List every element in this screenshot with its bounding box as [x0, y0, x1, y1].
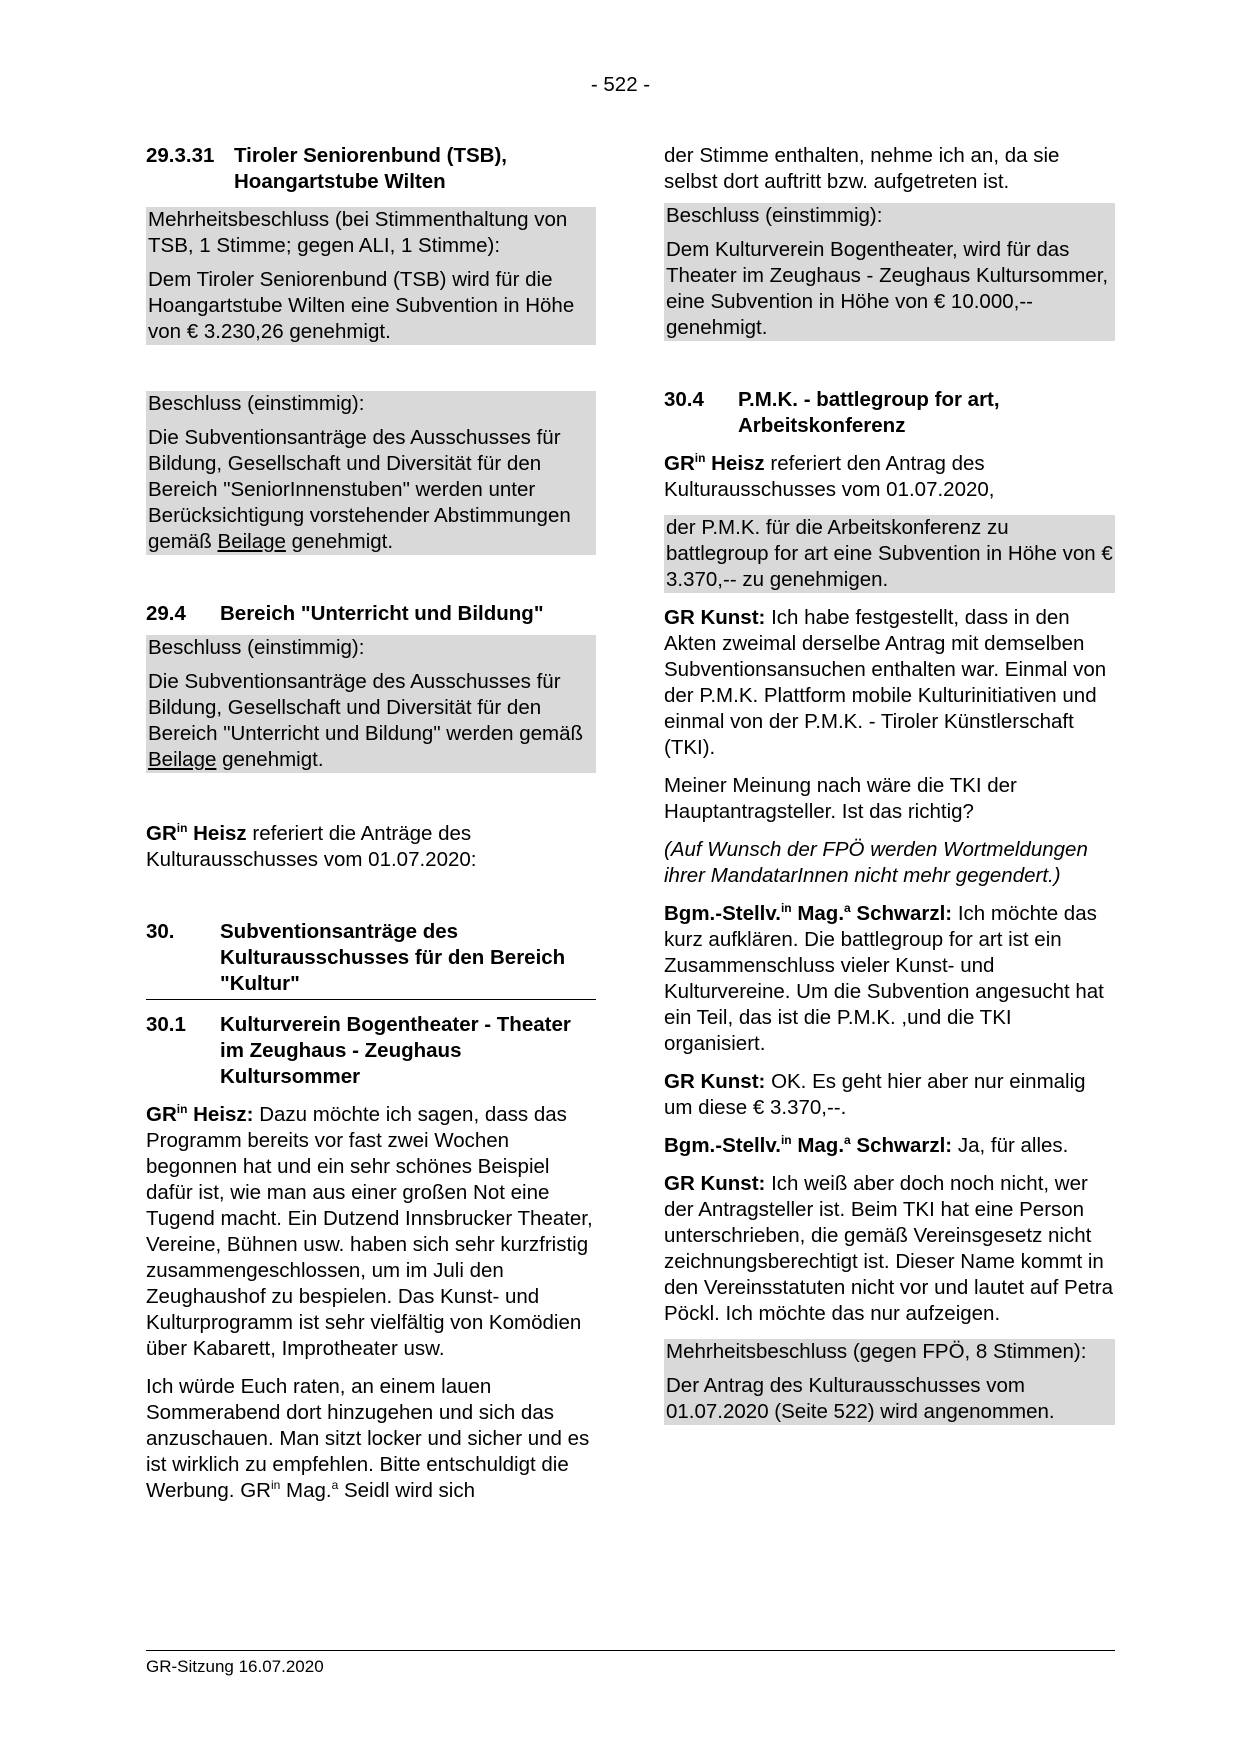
- section-number: 30.1: [146, 1013, 186, 1036]
- footer-text: GR-Sitzung 16.07.2020: [146, 1657, 324, 1676]
- decision-block-5: [664, 1339, 1115, 1425]
- beilage-link[interactable]: Beilage: [217, 530, 286, 553]
- decision-head: Beschluss (einstimmig):: [666, 204, 883, 227]
- footer-divider: [146, 1650, 1115, 1651]
- heading-30-4: [664, 387, 1115, 439]
- section-number: 29.3.31: [146, 144, 215, 167]
- beilage-link[interactable]: Beilage: [148, 748, 217, 771]
- speech-kunst-2: GR Kunst: OK. Es geht hier aber nur einmalig um diese € 3.370,--.: [664, 1070, 1086, 1119]
- speech-kunst-1: GR Kunst: Ich habe festgestellt, dass in den Akten zweimal derselbe Antrag mit demselben Subventionsansuchen enthalten war. Einmal von der P.M.K. Plattform mobile Kulturinitiativen und einmal von der P.M.K. - Tiroler Künstlerschaft (TKI).: [664, 606, 1107, 759]
- decision-head: Mehrheitsbeschluss (bei Stimmenthaltung von TSB, 1 Stimme; gegen ALI, 1 Stimme):: [148, 208, 568, 257]
- decision-text: Dem Tiroler Seniorenbund (TSB) wird für die Hoangartstube Wilten eine Subvention in Höhe von € 3.230,26 genehmigt.: [148, 268, 575, 343]
- decision-head: Beschluss (einstimmig):: [148, 636, 365, 659]
- decision-block-4: [664, 203, 1115, 341]
- section-title: Subventionsanträge des Kulturausschusses für den Bereich "Kultur": [220, 920, 566, 995]
- decision-head: Mehrheitsbeschluss (gegen FPÖ, 8 Stimmen):: [666, 1340, 1087, 1363]
- decision-text: Der Antrag des Kulturausschusses vom 01.07.2020 (Seite 522) wird angenommen.: [666, 1374, 1055, 1423]
- left-column: [146, 143, 596, 1504]
- motion-block: [664, 515, 1115, 593]
- heading-30: [146, 919, 596, 997]
- speech-heisz-1: $GR^{in}$ Heisz: Dazu möchte ich sagen, dass das Programm bereits vor fast zwei Wochen begonnen hat und ein sehr schönes Beispiel dafür ist, wie man aus einer großen Not eine Tugend macht. Ein Dutzend Innsbrucker Theater, Vereine, Bühnen usw. haben sich sehr kurzfristig zusammengeschlossen, um im Juli den Zeughaushof zu bespielen. Das Kunst- und Kulturprogramm ist sehr vielfältig von Komödien über Kabarett, Improtheater usw.: [146, 1102, 593, 1360]
- speech-bgm-1: Bgm.-Stellv.$^{in}$ Mag.$^a$ Schwarzl: Ich möchte das kurz aufklären. Die battlegroup for art ist ein Zusammenschluss vieler Kunst- und Kulturvereine. Um die Subvention angesucht hat ein Teil, das ist die P.M.K. ,und die TKI organisiert.: [664, 901, 1104, 1055]
- section-divider: [146, 997, 596, 1000]
- decision-block-3: [146, 635, 596, 773]
- fpoe-note: (Auf Wunsch der FPÖ werden Wortmeldungen ihrer MandatarInnen nicht mehr gegendert.): [664, 838, 1088, 887]
- decision-text: Die Subventionsanträge des Ausschusses für Bildung, Gesellschaft und Diversität für den Bereich "Unterricht und Bildung" werden gemäß Beilage genehmigt.: [148, 670, 584, 771]
- section-number: 29.4: [146, 602, 186, 625]
- decision-block-1: [146, 207, 596, 345]
- decision-text: Dem Kulturverein Bogentheater, wird für das Theater im Zeughaus - Zeughaus Kultursommer, eine Subvention in Höhe von € 10.000,-- genehmigt.: [666, 238, 1109, 339]
- speech-kunst-3: GR Kunst: Ich weiß aber doch noch nicht, wer der Antragsteller ist. Beim TKI hat eine Person unterschrieben, die gemäß Vereinsgesetz nicht zeichnungsberechtigt ist. Dieser Name kommt in den Vereinsstatuten nicht vor und lautet auf Petra Pöckl. Ich möchte das nur aufzeigen.: [664, 1172, 1114, 1325]
- heading-29-3-31: [146, 143, 596, 195]
- speaker-intro: $GR^{in}$ Heisz referiert die Anträge des Kulturausschusses vom 01.07.2020:: [146, 821, 477, 871]
- section-number: 30.4: [664, 388, 704, 411]
- section-number: 30.: [146, 920, 175, 943]
- speech-bgm-2: Bgm.-Stellv.$^{in}$ Mag.$^a$ Schwarzl: Ja, für alles.: [664, 1133, 1069, 1157]
- section-title: Tiroler Seniorenbund (TSB), Hoangartstube Wilten: [234, 144, 507, 193]
- motion-text: der P.M.K. für die Arbeitskonferenz zu battlegroup for art eine Subvention in Höhe von € 3.370,-- zu genehmigen.: [666, 516, 1113, 591]
- heading-29-4: [146, 601, 596, 627]
- speech-kunst-1b: Meiner Meinung nach wäre die TKI der Hauptantragsteller. Ist das richtig?: [664, 774, 1017, 823]
- right-column: [664, 143, 1115, 1425]
- speech-heisz-2: Ich würde Euch raten, an einem lauen Sommerabend dort hinzugehen und sich das anzuschauen. Man sitzt locker und sicher und es ist wirklich zu empfehlen. Bitte entschuldigt die Werbung. $GR^{in}$ Mag.$^a$ Seidl wird sich: [146, 1375, 590, 1502]
- decision-head: Beschluss (einstimmig):: [148, 392, 365, 415]
- decision-block-2: [146, 391, 596, 555]
- decision-text: Die Subventionsanträge des Ausschusses für Bildung, Gesellschaft und Diversität für den Bereich "SeniorInnenstuben" werden unter Berücksichtigung vorstehender Abstimmungen gemäß Beilage genehmigt.: [148, 426, 571, 553]
- section-title: Bereich "Unterricht und Bildung": [220, 602, 544, 625]
- page-number: - 522 -: [590, 73, 651, 96]
- section-title: Kulturverein Bogentheater - Theater im Zeughaus - Zeughaus Kultursommer: [220, 1013, 571, 1088]
- continuation-text: der Stimme enthalten, nehme ich an, da sie selbst dort auftritt bzw. aufgetreten ist.: [664, 144, 1060, 193]
- section-title: P.M.K. - battlegroup for art, Arbeitskonferenz: [738, 388, 1000, 437]
- speaker-intro: $GR^{in}$ Heisz referiert den Antrag des Kulturausschusses vom 01.07.2020,: [664, 451, 995, 501]
- heading-30-1: [146, 1012, 596, 1090]
